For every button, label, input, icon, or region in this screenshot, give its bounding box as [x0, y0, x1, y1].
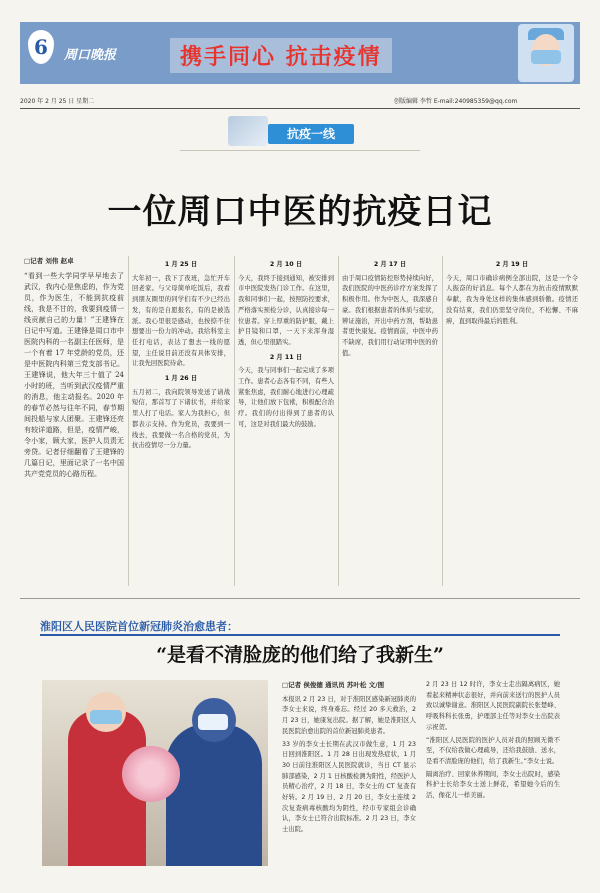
kicker-rule — [40, 634, 560, 636]
section-divider — [180, 150, 420, 151]
editor-info: 创版编辑 李哲 E-mail:240985359@qq.com — [394, 98, 518, 105]
story-column-2 — [426, 680, 560, 866]
diary-entry: 由于周口疫情防控形势持续向好，我们医院的中医药诊疗方案发挥了积极作用。作为中医人，我深感自豪。我们根据患者的体质与症状，辨证施治，开出中药方剂，帮助患者更快康复。疫情面前，中医中药不缺席，我们用行动证明中医的价值。 — [342, 274, 438, 357]
flower-bouquet — [122, 746, 180, 802]
article-title: 一位周口中医的抗疫日记 — [107, 192, 493, 232]
diary-entry: 大年初一，我下了夜班，急忙开车回老家。与父母简单吃饭后，我看到朋友圈里的同学们有不少已经出发，有的是自愿报名，有的是被选派。我心里很是感动，也按捺不住想要出一份力的冲动。我给科室主任打电话，表达了想去一线的愿望，主任说目前还没有具体安排，让我先回医院待命。 — [132, 274, 230, 368]
column-rule — [128, 256, 129, 586]
story-paragraph: 本报讯 2 月 23 日，对于淮阳区感染新冠肺炎的李女士来说，终身难忘。经过 20 多天救治，2 月 23 日，她康复出院。据了解，她是淮阳区人民医院治愈出院的首位新冠肺炎患者。 — [282, 695, 416, 735]
story-kicker: 淮阳区人民医院首位新冠肺炎治愈患者： — [40, 620, 238, 633]
article-column-5 — [446, 256, 578, 586]
section-badge-image — [228, 116, 268, 146]
section-badge: 抗疫一线 — [268, 124, 354, 144]
diary-date: 2 月 10 日 — [269, 261, 303, 268]
story-paragraph: “淮阳区人民医院的医护人员对我的照顾无微不至，不仅给我做心理疏导，还给我鼓励、送水，是看不清脸庞的他们，给了我新生。”李女士说。 — [426, 736, 560, 765]
diary-entry: 今天，我与同事们一起完成了多项工作。患者心态各有不同，有些人紧张焦虑，我们耐心地进行心理疏导，让他们放下包袱，积极配合治疗。我们的付出得到了患者的认可，这是对我们最大的鼓励。 — [238, 367, 334, 428]
page-slogan: 携手同心 抗击疫情 — [170, 38, 392, 73]
newspaper-name: 周口晚报 — [64, 48, 117, 63]
story-column-1 — [282, 680, 416, 866]
diary-entry: 今天，我终于接到通知，被安排到市中医院发热门诊工作。在这里，我和同事们一起，按照防控要求，严格落实预检分诊，认真接诊每一位患者。穿上厚重的防护服，戴上护目镜和口罩，一天下来浑身湿透，但心里很踏实。 — [238, 274, 334, 346]
article-column-3 — [238, 256, 334, 586]
medic-figure — [166, 724, 262, 866]
column-rule — [338, 256, 339, 586]
diary-entry: 五月初二，我向院领导发送了请战短信，那首写了下诸状书，并给家里人打了电话。家人为我担心，但都表示支持。作为党员，我要到一线去，我要做一名合格的党员，为抗击疫情尽一分力量。 — [132, 388, 230, 450]
story-paragraph: 隔离治疗、回家休养期间，李女士出院时，感染科护士长给李女士送上鲜花，希望她今后的生活，像花儿一样美丽。 — [426, 770, 560, 800]
medic-mask — [198, 714, 228, 730]
issue-date: 2020 年 2 月 25 日 星期二 — [20, 98, 95, 105]
column-rule — [442, 256, 443, 586]
story-byline: □记者 侯俊德 通讯员 苏叶松 文/图 — [282, 681, 385, 689]
story-paragraph: 2 月 23 日 12 时许，李女士走出隔离病区，她看起来精神状态很好，并向前来送行的医护人员致以诚挚谢意。淮阳区人民医院副院长张楚峰、呼吸科科长张勇，护理部主任等对李女士出院表示祝贺。 — [426, 681, 560, 731]
diary-date: 2 月 17 日 — [373, 261, 407, 268]
story-separator — [20, 598, 580, 599]
dateline — [20, 96, 580, 109]
page-number: 6 — [28, 30, 54, 64]
patient-mask — [90, 710, 122, 724]
nurse-mask — [531, 50, 561, 64]
article-column-4 — [342, 256, 438, 586]
nurse-illustration — [518, 24, 574, 82]
diary-date: 2 月 19 日 — [495, 261, 529, 268]
diary-date: 1 月 26 日 — [164, 375, 198, 383]
story-title: “是看不清脸庞的他们给了我新生” — [156, 644, 444, 666]
story-photo — [42, 680, 268, 866]
article-byline: □记者 刘伟 赵卓 — [24, 257, 74, 265]
column-rule — [234, 256, 235, 586]
diary-entry: 今天，周口市确诊病例全部出院，这是一个令人振奋的好消息。每个人都在为抗击疫情默默奉献，我为身处这样的集体感到骄傲。疫情还没有结束，我们仍需坚守岗位，不松懈、不麻痹，直到取得最后的胜利。 — [446, 274, 578, 325]
article-lead: “看到一些大学同学早早地去了武汉，我内心是焦虑的，作为党员，作为医生，不能到抗疫前线，我是不甘的，我要到疫情一线贡献自己的力量！”王建锋在日记中写道。王建锋是周口市中医院内科的一名副主任医师，是一个有着 17 年党龄的党员，还是中医院内科第三党支部书记。王建锋说，他大年三十值了 24 小时的班，当听到武汉疫情严重的消息，他主动报名。2020 年的春节必然与往年不同，春节期间投船与家人团聚。王建锋还亮有较详道路，但是，疫情严峻，令小家，顾大家，医护人员责无旁贷。记者仔细翻看了王建锋的几篇日记，里面记录了一名中国共产党党员的心路历程。 — [24, 271, 124, 478]
article-column-1 — [24, 256, 124, 596]
diary-date: 1 月 25 日 — [164, 261, 198, 268]
article-column-2 — [132, 256, 230, 586]
diary-date: 2 月 11 日 — [269, 353, 303, 361]
story-paragraph: 33 岁的李女士长期在武汉市做生意，1 月 23 日回到淮阳区。1 月 28 日出现发热症状，1 月 30 日前往淮阳区人民医院就诊，当日 CT 显示肺部感染，2 月 1 日核酸检测为阳性，经医护人员精心治疗，2 月 18 日，李女士的 CT 复查有好转。2 月 19 日、2 月 20 日，李女士连续 2 次复查病毒核酸均为阴性，经市专家组会诊确认，李女士已符合出院标准。2 月 23 日，李女士出院。 — [282, 740, 416, 834]
